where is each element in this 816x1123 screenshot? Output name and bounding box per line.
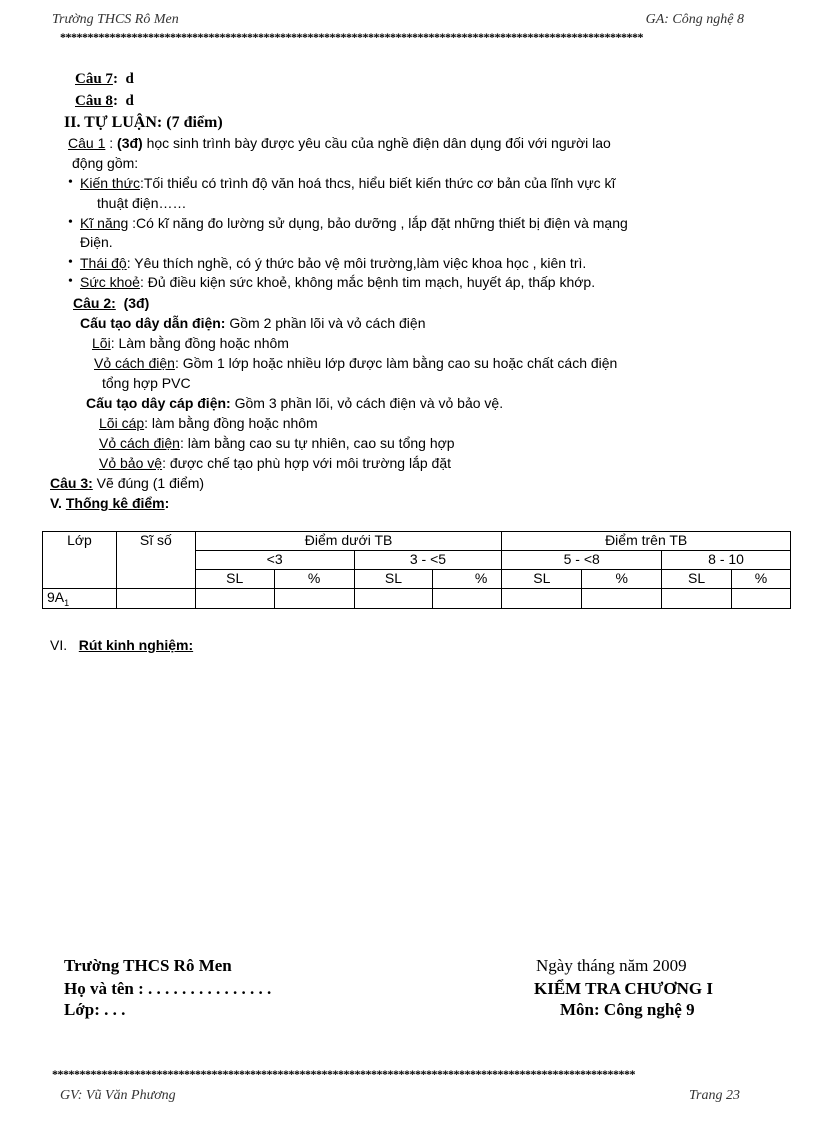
sl-header: SL [354,570,433,589]
table-row [43,589,791,609]
q2-cable-protection: Vỏ bảo vệ: được chế tạo phù hợp với môi trường lắp đặt [99,455,452,471]
q1-item-knowledge-cont: thuật điện…… [97,195,187,211]
q1-item-skill: Kĩ năng :Có kĩ năng đo lường sử dụng, bảo dưỡng , lắp đặt những thiết bị điện và mạng [80,215,628,231]
pct-header: % [732,570,791,589]
bullet-icon: • [68,274,73,289]
q2-wire-insulation-cont: tổng hợp PVC [102,375,191,391]
exam-date: Ngày tháng năm 2009 [536,956,687,975]
col-count-header: Sĩ số [116,532,195,589]
row-class-cell: $9A_1$ [43,589,117,609]
q1-line1: Câu 1 : (3đ) học sinh trình bày được yêu cầu của nghề điện dân dụng đối với người lao [68,135,611,151]
header-school: Trường THCS Rô Men [52,12,179,27]
q3: Câu 3: Vẽ đúng (1 điểm) [50,475,205,491]
score-statistics-table [42,531,791,609]
sl-header: SL [502,570,582,589]
answer-8: Câu 8: d [75,93,134,109]
q1-item-knowledge: Kiến thức:Tối thiểu có trình độ văn hoá thcs, hiểu biết kiến thức cơ bản của lĩnh vực kĩ [80,175,616,191]
above-average-header: Điểm trên TB [502,532,791,551]
footer-page-number: Trang 23 [689,1088,740,1103]
q2-wire-insulation: Vỏ cách điện: Gồm 1 lớp hoặc nhiều lớp được làm bằng cao su hoặc chất cách điện [94,355,618,371]
bullet-icon: • [68,215,73,230]
sl-header: SL [662,570,732,589]
q2-title: Câu 2: (3đ) [73,295,150,311]
section-5-title: V. Thống kê điểm: [50,495,170,511]
range-header: <3 [195,551,354,570]
exam-school: Trường THCS Rô Men [64,956,232,975]
exam-class-field: Lớp: . . . [64,1000,126,1019]
exam-title: KIỂM TRA CHƯƠNG I [534,979,713,998]
range-header: 5 - <8 [502,551,662,570]
top-separator: ********************************************************************************************************** [60,30,643,44]
sl-header: SL [195,570,274,589]
pct-header: % [433,570,502,589]
pct-header: % [582,570,662,589]
range-header: 3 - <5 [354,551,502,570]
q2-wire-core: Lõi: Làm bằng đồng hoặc nhôm [92,335,289,351]
q1-item-skill-cont: Điện. [80,234,113,250]
range-header: 8 - 10 [662,551,791,570]
answer-7: Câu 7: d [75,71,134,87]
page-header [52,12,764,32]
q1-item-attitude: Thái độ: Yêu thích nghề, có ý thức bảo vệ môi trường,làm việc khoa học , kiên trì. [80,255,587,271]
q2-cable-title: Cấu tạo dây cáp điện: Gồm 3 phần lõi, vỏ cách điện và vỏ bảo vệ. [86,395,504,411]
bullet-icon: • [68,175,73,190]
bullet-icon: • [68,255,73,270]
footer-teacher: GV: Vũ Văn Phương [60,1088,176,1103]
q1-line2: động gồm: [72,155,139,171]
section-2-title: II. TỰ LUẬN: (7 điểm) [64,114,223,131]
q2-cable-core: Lõi cáp: làm bằng đồng hoặc nhôm [99,415,318,431]
exam-name-field: Họ và tên : . . . . . . . . . . . . . . . [64,979,272,998]
table-row [43,532,791,551]
exam-subject: Môn: Công nghệ 9 [560,1000,695,1019]
q1-item-health: Sức khoẻ: Đủ điều kiện sức khoẻ, không mắc bệnh tim mạch, huyết áp, thấp khớp. [80,274,596,290]
header-subject: GA: Công nghệ 8 [645,12,744,27]
bottom-separator: ********************************************************************************************************** [52,1067,635,1081]
col-class-header: Lớp [43,532,117,589]
q2-wire-title: Cấu tạo dây dẫn điện: Gồm 2 phần lõi và vỏ cách điện [80,315,426,331]
pct-header: % [274,570,354,589]
below-average-header: Điểm dưới TB [195,532,502,551]
section-6-title: VI. Rút kinh nghiệm: [50,637,194,653]
q2-cable-insulation: Vỏ cách điện: làm bằng cao su tự nhiên, cao su tổng hợp [99,435,455,451]
